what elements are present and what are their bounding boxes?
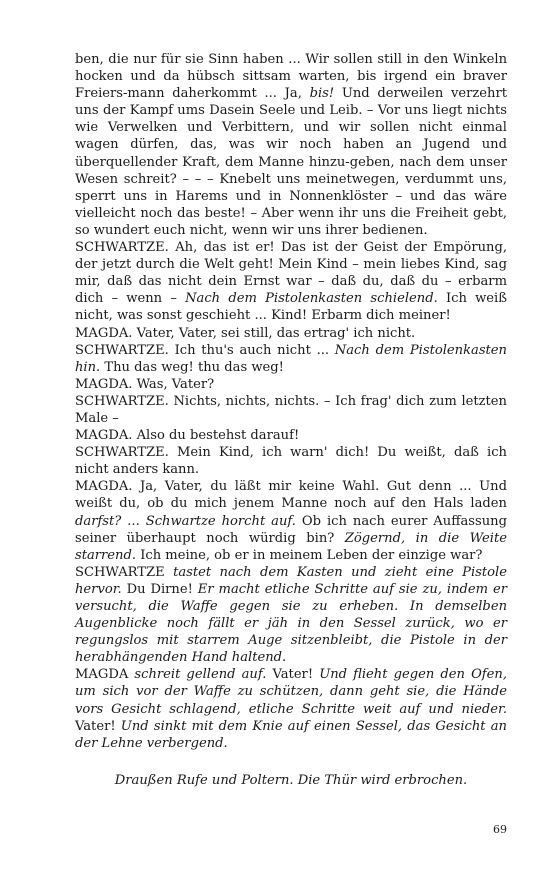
stage-direction: Und sinkt mit dem Knie auf einen Sessel, das Gesicht an der Lehne verbergend. [75,718,507,751]
stage-direction: Zögernd, in die Weite starrend. [75,530,507,563]
paragraph [75,393,507,427]
text-run: SCHWARTZE [75,564,174,580]
text-run: Du Dirne! [121,581,198,597]
paragraph [75,376,507,393]
text-run: SCHWARTZE. Ah, das ist er! Das ist der Geist der Empörung, der jetzt durch die Welt geht! Mein Kind – mein liebes Kind, sag mir, daß das nicht dein Ernst war – daß du, daß du – erbarm dich – wenn – [75,240,507,307]
stage-direction: bis! [309,86,335,102]
dialogue-text [75,51,507,752]
text-run: Und derweilen verzehrt uns der Kampf ums Dasein Seele und Leib. – Vor uns liegt nichts wie Verwelken und Verbittern, und wir sollen nicht einmal wagen dürfen, das, was wir noch haben an Jugend und überquellender Kraft, dem Manne hinzu-geben, nach dem unser Wesen schreit? – – – Knebelt uns meinetwegen, verdummt uns, sperrt uns in Harems und in Nonnenklöster – und das wäre vielleicht noch das beste! – Aber wenn ihr uns die Freiheit gebt, so wundert euch nicht, wenn wir uns ihrer bedienen. [75,86,508,238]
text-run: Vater! [266,667,320,683]
stage-direction: Schwartze horcht auf. [145,513,296,529]
page-number: 69 [493,823,507,836]
text-run: ben, die nur für sie Sinn haben ... Wir sollen still in den Winkeln hocken und da hübsch sittsam warten, bis irgend ein braver Freiers-mann daherkommt ... Ja, [75,52,507,102]
text-run: MAGDA. Vater, Vater, sei still, das ertrag' ich nicht. [75,325,416,341]
text-run: MAGDA. Also du bestehst darauf! [75,428,300,444]
text-run: ... [121,513,146,529]
stage-direction: Nach dem Pistolenkasten schielend. [185,291,438,307]
stage-direction: Er macht etliche Schritte auf sie zu, indem er versucht, die Waffe gegen sie zu erheben. In demselben Augenblicke noch fällt er jäh in den Sessel zurück, wo er regungslos mit starrem Auge sitzenbleibt, die Pistole in der herabhängenden Hand haltend. [75,581,507,666]
paragraph [75,444,507,478]
paragraph [75,51,507,239]
closing-stage-direction: Draußen Rufe und Poltern. Die Thür wird erbrochen. [114,772,468,788]
text-run: Ich weiß nicht, was sonst geschieht ... Kind! Erbarm dich meiner! [75,291,507,324]
stage-direction: Nach dem Pistolenkasten hin. [75,342,507,375]
paragraph [75,325,507,342]
text-run: MAGDA [75,667,135,683]
paragraph [75,564,507,667]
text-run: SCHWARTZE. Ich thu's auch nicht ... [75,342,335,358]
stage-direction: darfst? [75,513,122,529]
text-run: Ich meine, ob er in meinem Leben der einzige war? [136,547,483,563]
paragraph [75,239,507,324]
paragraph [75,342,507,376]
text-run: Thu das weg! thu das weg! [100,359,284,375]
text-run: Ob ich nach eurer Auffassung seiner überhaupt noch würdig bin? [75,513,507,546]
text-run: MAGDA. Ja, Vater, du läßt mir keine Wahl. Gut denn ... Und weißt du, ob du mich jenem Manne noch auf den Hals laden [75,479,507,512]
text-run: SCHWARTZE. Mein Kind, ich warn' dich! Du weißt, daß ich nicht anders kann. [75,445,507,478]
stage-direction: Und flieht gegen den Ofen, um sich vor der Waffe zu schützen, dann geht sie, die Hände vors Gesicht schlagend, etliche Schritte weit auf und nieder. [75,667,507,717]
stage-direction: tastet nach dem Kasten und zieht eine Pistole hervor. [75,564,507,597]
paragraph [75,478,507,563]
page-body [75,51,507,789]
stage-direction: schreit gellend auf. [134,667,267,683]
text-run: MAGDA. Was, Vater? [75,376,215,392]
paragraph [75,427,507,444]
text-run: SCHWARTZE. Nichts, nichts, nichts. – Ich frag' dich zum letzten Male – [75,393,507,426]
paragraph [75,666,507,751]
text-run: Vater! [75,718,121,734]
